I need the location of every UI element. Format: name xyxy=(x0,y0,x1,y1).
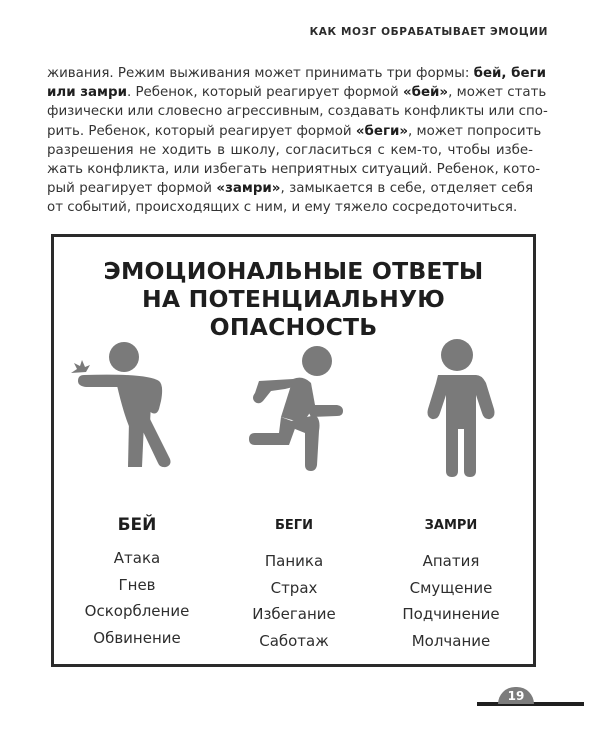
punching-person-icon xyxy=(66,333,176,473)
column-flight xyxy=(219,518,369,654)
bold-term: «бей» xyxy=(402,85,449,101)
column-item: Гнев xyxy=(118,575,156,594)
text-run: физически или словесно агрессивным, создавать конфликты или спо- xyxy=(47,104,548,120)
infographic-title-line1: ЭМОЦИОНАЛЬНЫЕ ОТВЕТЫ xyxy=(103,257,484,285)
text-run: . Ребенок, который реагирует формой xyxy=(126,85,403,101)
column-heading-freeze: ЗАМРИ xyxy=(424,518,478,533)
column-item: Паника xyxy=(264,552,324,570)
text-run: разрешения не ходить в школу, согласиться с кем-то, чтобы избе- xyxy=(47,142,533,158)
column-item: Молчание xyxy=(411,631,491,650)
column-fight xyxy=(62,514,212,651)
text-run: рый реагирует формой xyxy=(47,181,217,197)
bold-term: «замри» xyxy=(216,181,281,197)
page-number-footer xyxy=(477,686,584,708)
text-run: от событий, происходящих с ним, и ему тяжело сосредоточиться. xyxy=(47,200,518,216)
standing-person-icon xyxy=(416,339,496,479)
infographic-title-line2: НА ПОТЕНЦИАЛЬНУЮ ОПАСНОСТЬ xyxy=(141,285,446,341)
bold-term: «беги» xyxy=(355,123,408,139)
column-item: Страх xyxy=(270,578,318,597)
text-run: рить. Ребенок, который реагирует формой xyxy=(47,123,356,139)
page-number: 19 xyxy=(498,687,534,704)
column-heading-flight: БЕГИ xyxy=(275,518,313,533)
text-run: живания. Режим выживания может принимать три формы: xyxy=(47,66,474,81)
column-item: Смущение xyxy=(409,578,493,597)
paragraph-line xyxy=(47,179,533,198)
text-run: , замыкается в себе, отделяет себя xyxy=(280,181,534,197)
paragraph-line xyxy=(47,122,542,141)
paragraph-line xyxy=(47,102,548,121)
infographic-title xyxy=(54,257,533,341)
column-item: Обвинение xyxy=(93,628,181,647)
column-freeze xyxy=(376,518,526,654)
paragraph-line xyxy=(47,198,533,217)
column-heading-fight: БЕЙ xyxy=(117,515,157,535)
paragraph-line xyxy=(47,83,547,102)
paragraph-line xyxy=(47,141,533,160)
infographic-frame xyxy=(51,234,536,667)
bold-term: бей, беги xyxy=(473,66,546,81)
text-run: , может стать xyxy=(448,85,547,101)
column-item: Саботаж xyxy=(259,631,329,650)
text-run: жать конфликта, или избегать неприятных ситуаций. Ребенок, кото- xyxy=(47,162,541,178)
paragraph-line xyxy=(47,160,541,179)
running-person-icon xyxy=(241,345,361,475)
text-run: , может попросить xyxy=(408,123,542,139)
column-item: Избегание xyxy=(252,605,336,623)
paragraph-line xyxy=(47,64,546,83)
bold-term: или замри xyxy=(47,85,127,101)
column-item: Апатия xyxy=(422,552,480,570)
running-head: КАК МОЗГ ОБРАБАТЫВАЕТ ЭМОЦИИ xyxy=(309,26,548,38)
column-item: Атака xyxy=(113,549,161,567)
column-item: Подчинение xyxy=(402,605,500,623)
body-paragraph xyxy=(47,64,548,218)
column-item: Оскорбление xyxy=(84,602,190,620)
